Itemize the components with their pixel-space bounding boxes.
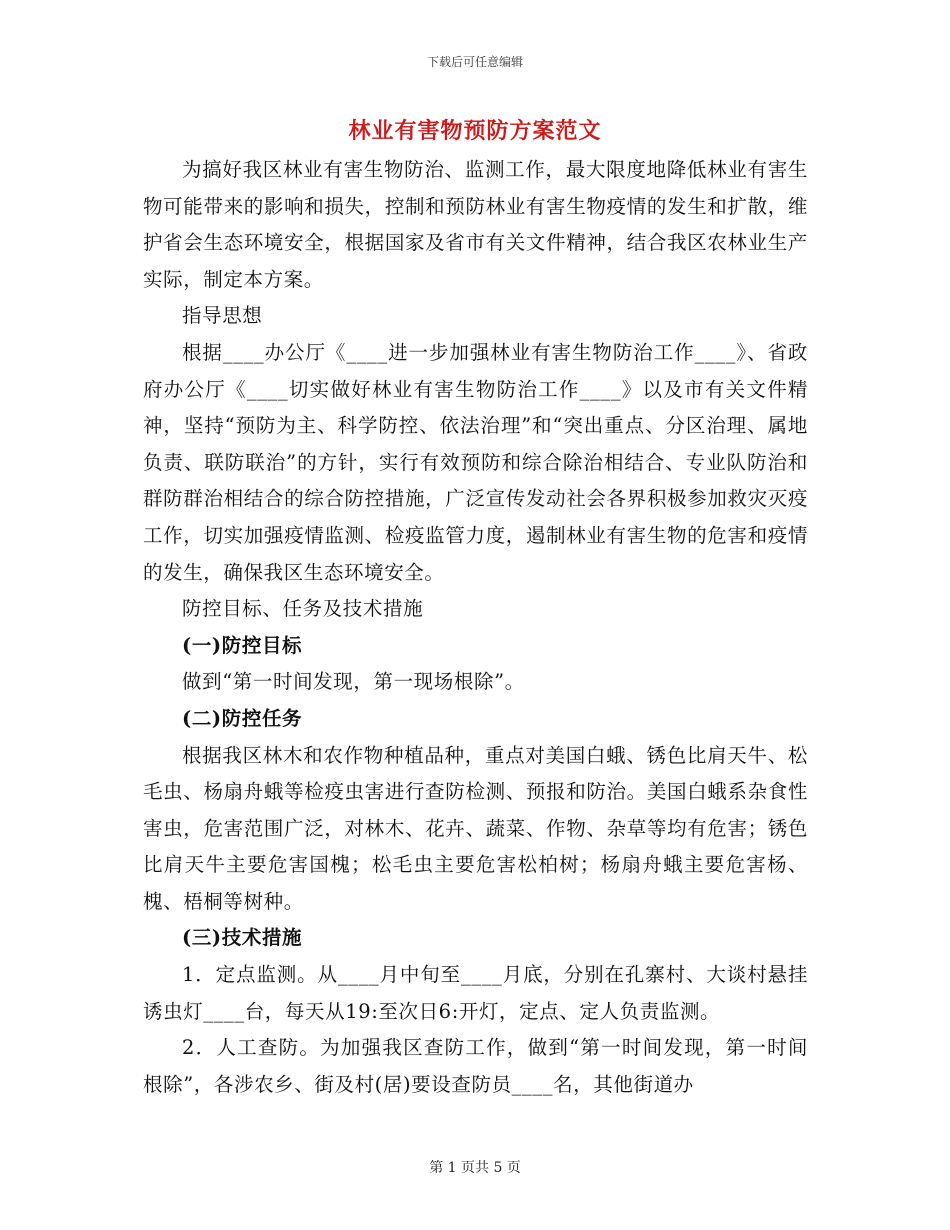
- measure-2-paragraph: 2．人工查防。为加强我区查防工作，做到“第一时间发现，第一时间根除”，各涉农乡、街及村(居)要设查防员____名，其他街道办: [143, 1036, 808, 1096]
- section-heading-targets: 防控目标、任务及技术措施: [182, 597, 424, 621]
- section-heading-guiding-thought: 指导思想: [182, 304, 263, 328]
- document-title: 林业有害物预防方案范文: [348, 118, 602, 144]
- subheading-control-target: (一)防控目标: [182, 633, 303, 657]
- intro-paragraph: 为搞好我区林业有害生物防治、监测工作，最大限度地降低林业有害生物可能带来的影响和损失，控制和预防林业有害生物疫情的发生和扩散，维护省会生态环境安全，根据国家及省市有关文件精神，结合我区农林业生产实际，制定本方案。: [143, 158, 808, 291]
- guiding-thought-paragraph: 根据____办公厅《____进一步加强林业有害生物防治工作____》、省政府办公厅《____切实做好林业有害生物防治工作____》以及市有关文件精神，坚持“预防为主、科学防控、依法治理”和“突出重点、分区治理、属地负责、联防联治”的方针，实行有效预防和综合除治相结合、专业队防治和群防群治相结合的综合防控措施，广泛宣传发动社会各界积极参加救灾灭疫工作，切实加强疫情监测、检疫监管力度，遏制林业有害生物的危害和疫情的发生，确保我区生态环境安全。: [143, 340, 808, 584]
- measure-1-paragraph: 1．定点监测。从____月中旬至____月底，分别在孔寨村、大谈村悬挂诱虫灯____台，每天从19:至次日6:开灯，定点、定人负责监测。: [143, 963, 808, 1023]
- control-tasks-paragraph: 根据我区林木和农作物种植品种，重点对美国白蛾、锈色比肩天牛、松毛虫、杨扇舟蛾等检疫虫害进行查防检测、预报和防治。美国白蛾系杂食性害虫，危害范围广泛，对林木、花卉、蔬菜、作物、杂草等均有危害；锈色比肩天牛主要危害国槐；松毛虫主要危害松柏树；杨扇舟蛾主要危害杨、槐、梧桐等树种。: [143, 743, 808, 913]
- control-target-paragraph: 做到“第一时间发现，第一现场根除”。: [182, 670, 525, 694]
- subheading-technical-measures: (三)技术措施: [182, 926, 303, 950]
- document-body: [143, 152, 808, 1103]
- page-number: 第 1 页共 5 页: [429, 1160, 521, 1176]
- subheading-control-tasks: (二)防控任务: [182, 706, 303, 730]
- header-note: 下载后可任意编辑: [426, 55, 523, 69]
